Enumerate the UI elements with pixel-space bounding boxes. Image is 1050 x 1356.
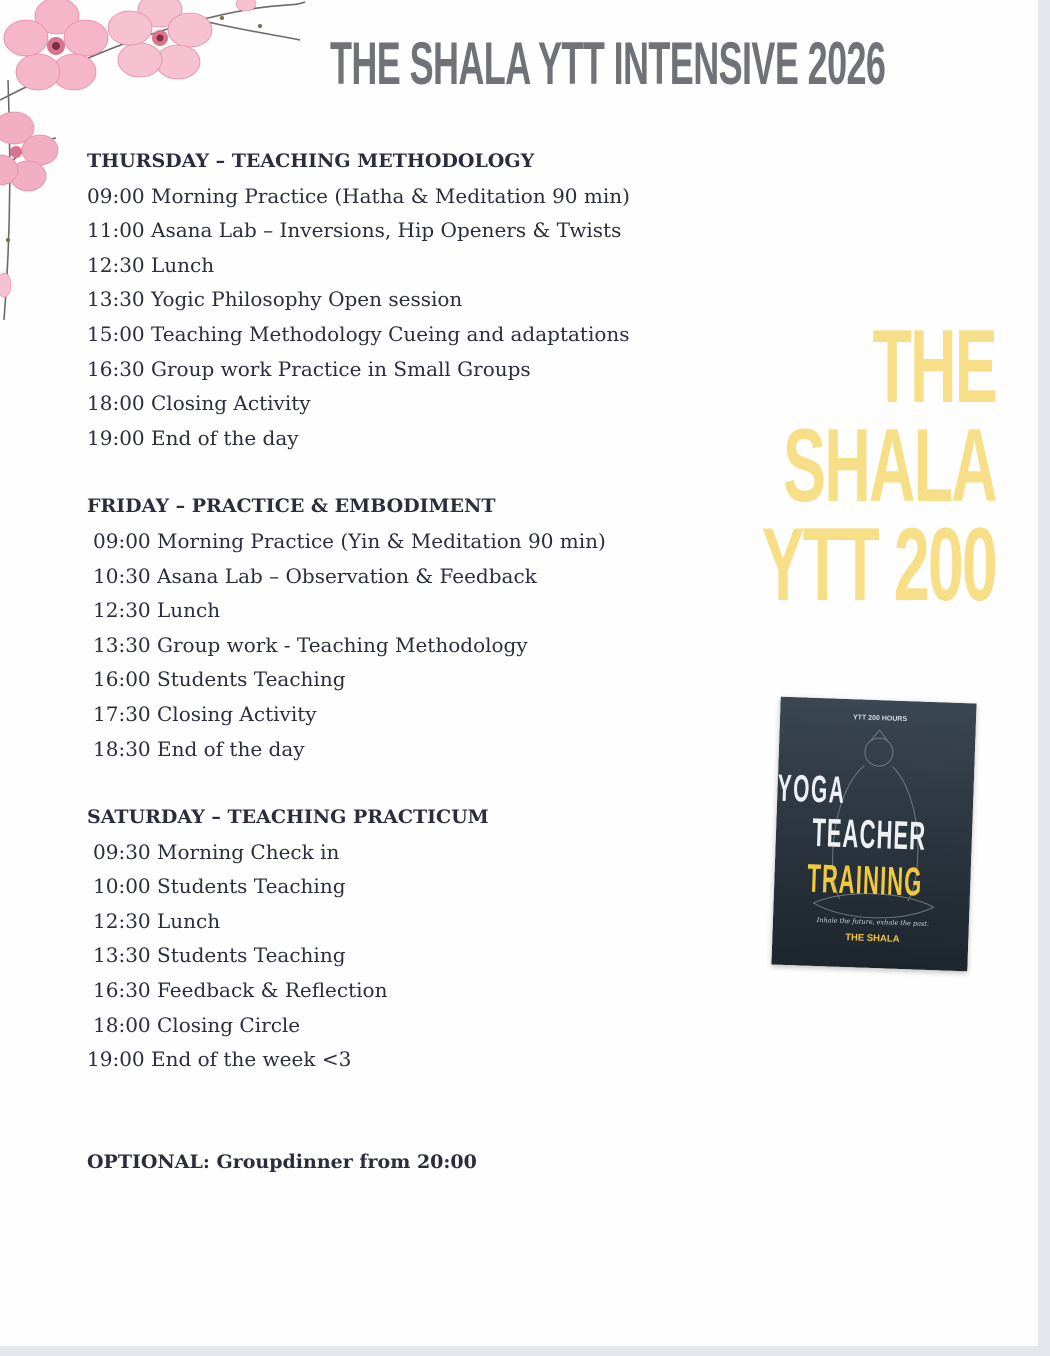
book-title-line: TEACHER: [811, 809, 928, 859]
side-title: [761, 309, 996, 623]
blossom-flower-1: [4, 0, 108, 90]
side-title-line: THE: [872, 309, 996, 425]
book-top-label: YTT 200 HOURS: [852, 714, 908, 724]
book-title-line: TRAINING: [806, 855, 924, 905]
schedule-item: 13:30 Group work - Teaching Methodology: [93, 632, 528, 657]
schedule-item: 13:30 Students Teaching: [93, 943, 346, 968]
optional-note: OPTIONAL: Groupdinner from 20:00: [87, 1150, 477, 1173]
schedule-item: 18:00 Closing Activity: [87, 391, 311, 416]
schedule-item: 16:00 Students Teaching: [93, 667, 346, 692]
side-title-line: YTT 200: [761, 507, 996, 623]
schedule-item: 15:00 Teaching Methodology Cueing and adaptations: [87, 321, 630, 346]
schedule-item: 17:30 Closing Activity: [93, 701, 317, 726]
schedule-item: 18:30 End of the day: [93, 736, 305, 761]
schedule-item: 12:30 Lunch: [87, 252, 215, 277]
book-brand: THE SHALA: [844, 932, 900, 945]
book-cover-art: [771, 697, 976, 972]
schedule-item: 12:30 Lunch: [93, 598, 221, 623]
schedule: [87, 144, 707, 1179]
schedule-item: 19:00 End of the day: [87, 425, 299, 450]
schedule-item: 09:30 Morning Check in: [93, 839, 340, 864]
side-title-line: SHALA: [783, 408, 996, 524]
blossom-flower-3: [0, 112, 58, 191]
schedule-item: 09:00 Morning Practice (Hatha & Meditation 90 min): [87, 183, 630, 208]
blossom-flower-2: [108, 0, 212, 79]
schedule-item: 13:30 Yogic Philosophy Open session: [87, 287, 463, 312]
schedule-item: 10:30 Asana Lab – Observation & Feedback: [93, 563, 537, 588]
day-thursday: [87, 144, 707, 455]
page-title: THE SHALA YTT INTENSIVE 2026: [330, 30, 886, 97]
schedule-item: 10:00 Students Teaching: [93, 874, 346, 899]
schedule-item: 09:00 Morning Practice (Yin & Meditation 90 min): [93, 528, 606, 553]
book-title-line: YOGA: [776, 767, 847, 812]
book-cover-image: [771, 697, 976, 972]
day-heading: SATURDAY – TEACHING PRACTICUM: [87, 806, 489, 829]
day-friday: [87, 489, 707, 766]
day-heading: THURSDAY – TEACHING METHODOLOGY: [87, 150, 535, 172]
day-heading: FRIDAY – PRACTICE & EMBODIMENT: [87, 495, 496, 518]
day-saturday: [87, 800, 707, 1077]
schedule-item: 16:30 Feedback & Reflection: [93, 978, 388, 1003]
schedule-item: 12:30 Lunch: [93, 908, 221, 933]
schedule-item: 11:00 Asana Lab – Inversions, Hip Openers & Twists: [87, 218, 622, 243]
schedule-item: 18:00 Closing Circle: [93, 1012, 301, 1037]
book-quote: Inhale the future, exhale the past.: [816, 916, 930, 928]
schedule-item: 19:00 End of the week <3: [87, 1047, 352, 1072]
schedule-item: 16:30 Group work Practice in Small Groups: [87, 356, 531, 381]
